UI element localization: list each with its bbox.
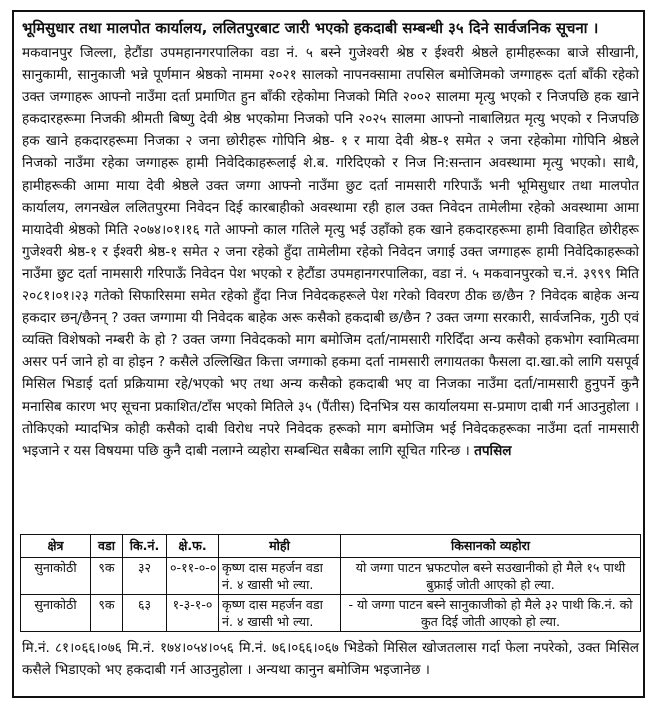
column-header-area: क्षेत्र xyxy=(21,535,91,558)
cell-tenant: कृष्ण दास महर्जन वडा नं. ४ खासी भो ल्या. xyxy=(219,595,341,632)
table-header-row xyxy=(21,535,641,558)
notice-body-text: मकवानपुर जिल्ला, हेटौंडा उपमहानगरपालिका वडा नं. ५ बस्ने गुजेश्वरी श्रेष्ठ र ईश्वरी श्रेष्ठले हामीहरूका बाजे सीखानी, सानुकामी, सानुकाजी भन्ने पूर्णमान श्रेष्ठको नाममा २०२१ सालको नापनक्सामा तपसिल बमोजिमको जग्गाहरू दर्ता बाँकी रहेको उक्त जग्गाहरू आफ्नो नाउँमा दर्ता प्रमाणित हुन बाँकी रहेकोमा निजको मिति २००२ सालमा मृत्यु भएको र निजपछि हक खाने हकदारहरूमा निजकी श्रीमती बिष्णु देवी श्रेष्ठ भएकोमा निजको पनि २०२५ सालमा आफ्नो नाबालिग्रत मृत्यु भएको र निजपछि हक खाने हकदारहरूमा निजका २ जना छोरीहरू गोपिनि श्रेष्ठ- १ र माया देवी श्रेष्ठ-१ समेत २ जना रहेकोमा गोपिनि श्रेष्ठले निजको नाउँमा रहेका जग्गाहरू हामी निवेदिकाहरूलाई शे.ब. गरिदिएको र निज नि:सन्तान अवस्थामा मृत्यु भएको। साथै, हामीहरूकी आमा माया देवी श्रेष्ठले उक्त जग्गा आफ्नो नाउँमा छुट दर्ता नामसारी गरिपाऊँ भनी भूमिसुधार तथा मालपोत कार्यालय, लगनखेल ललितपुरमा निवेदन दिई कारबाहीको अवस्थामा रही हाल उक्त निवेदन तामेलीमा रहेको अवस्थामा आमा मायादेवी श्रेष्ठको मिति २०७४।०१।१६ गते आफ्नो काल गतिले मृत्यु भई उहाँको हक खाने हकदारहरूमा हामी विवाहित छोरीहरू गुजेश्वरी श्रेष्ठ-१ र ईश्वरी श्रेष्ठ-१ समेत २ जना रहेको हुँदा तामेलीमा रहेको निवेदन जगाई उक्त जग्गाहरू हामी निवेदिकाहरूको नाउँमा छुट दर्ता नामसारी गरिपाऊँ निवेदन पेश भएको र हेटौंडा उपमहानगरपालिका, वडा नं. ५ मकवानपुरको च.नं. ३९९९ मिति २०८१।०१।२३ गतेको सिफारिसमा समेत रहेको हुँदा निज निवेदकहरूले पेश गरेको विवरण ठीक छ/छैन ? निवेदक बाहेक अन्य हकदार छन्/छैनन् ? उक्त जग्गामा यी निवेदक बाहेक अरू कसैको हकदाबी छ/छैन ? उक्त जग्गा सरकारी, सार्वजनिक, गुठी एवं व्यक्ति विशेषको नम्बरी के हो ? उक्त जग्गा निवेदकको माग बमोजिम दर्ता/नामसारी गरिदिँदा अन्य कसैको हकभोग स्वामित्वमा असर पर्न जाने हो वा होइन ? कसैले उल्लिखित कित्ता जग्गाको हकमा दर्ता नामसारी लगायतका फैसला दा.खा.को लागि यसपूर्व मिसिल भिडाई दर्ता प्रक्रियामा रहे/भएको भए तथा अन्य कसैको हकदाबी भए वा निजका नाउँमा दर्ता/नामसारी हुनुपर्ने कुनै मनासिब कारण भए सूचना प्रकाशित/टाँस भएको मितिले ३५ (पैंतीस) दिनभित्र यस कार्यालयमा स-प्रमाण दाबी गर्न आउनुहोला । तोकिएको म्यादभित्र कोही कसैको दाबी विरोध नपरे निवेदक हरूको माग बमोजिम भई निवेदकहरूका नाउँमा दर्ता नामसारी भइजाने र यस विषयमा पछि कुनै दाबी नलाग्ने व्यहोरा सम्बन्धित सबैका लागि सूचित गरिन्छ । xyxy=(22,45,639,459)
cell-plot-no: ३२ xyxy=(123,558,167,595)
notice-title: भूमिसुधार तथा मालपोत कार्यालय, ललितपुरबाट जारी भएको हकदाबी सम्बन्धी ३५ दिने सार्वजनिक सूचना । xyxy=(22,20,599,37)
cell-area: सुनाकोठी xyxy=(21,558,91,595)
cell-farmer-statement: यो जग्गा पाटन भ्रफटपोल बस्ने सउखानीको हो मैले १५ पाथी बुफ्राई जोती आएको हो ल्या. xyxy=(341,558,641,595)
column-header-farmer-statement: किसानको व्यहोरा xyxy=(341,535,641,558)
cell-ward: ९क xyxy=(91,595,123,632)
cell-size: १-३-१-० xyxy=(167,595,219,632)
column-header-ward: वडा xyxy=(91,535,123,558)
schedule-label: तपसिल xyxy=(474,442,512,459)
column-header-plot-no: कि.नं. xyxy=(123,535,167,558)
notice-footer: मि.नं. ८१।०६६।०७६ मि.नं. १७४।०५४।०५६ मि.नं. ७६।०६६।०६७ भिडेको मिसिल खोजतलास गर्दा फेला नपरेको, उक्त मिसिल कसैले भिडाएको भए हकदाबी गर्न आउनुहोला । अन्यथा कानुन बमोजिम भइजानेछ । xyxy=(22,640,639,678)
public-notice xyxy=(12,10,645,698)
cell-tenant: कृष्ण दास महर्जन वडा नं. ४ खासी भो ल्या. xyxy=(219,558,341,595)
column-header-size: क्षे.फ. xyxy=(167,535,219,558)
table-row xyxy=(21,558,641,595)
cell-plot-no: ६३ xyxy=(123,595,167,632)
cell-size: ०-११-०-० xyxy=(167,558,219,595)
cell-area: सुनाकोठी xyxy=(21,595,91,632)
land-schedule-table xyxy=(20,534,641,632)
notice-body xyxy=(22,42,639,462)
cell-ward: ९क xyxy=(91,558,123,595)
cell-farmer-statement: - यो जग्गा पाटन बस्ने सानुकाजीको हो मैले ३२ पाथी कि.नं. को कुत दिई जोती आएको हो ल्या. xyxy=(341,595,641,632)
column-header-tenant: मोही xyxy=(219,535,341,558)
table-row xyxy=(21,595,641,632)
